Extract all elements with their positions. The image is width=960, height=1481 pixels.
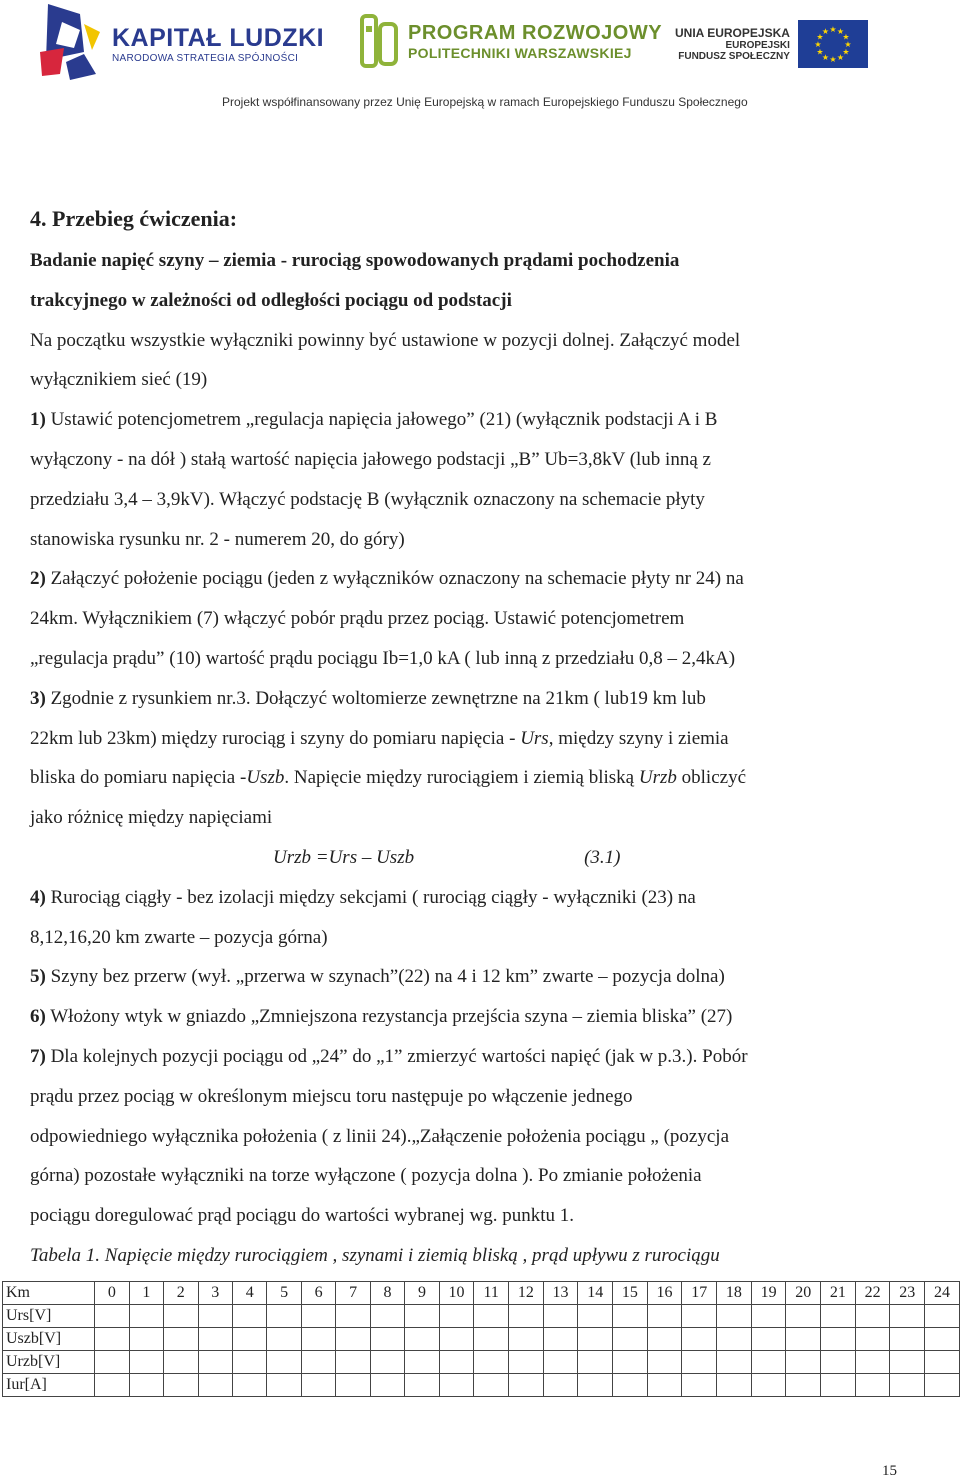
text-line: pociągu doregulować prąd pociągu do wartości wybranej wg. punktu 1.	[30, 1205, 574, 1227]
kapital-subtitle: NARODOWA STRATEGIA SPÓJNOŚCI	[112, 53, 299, 64]
table-cell	[164, 1351, 198, 1374]
table-cell	[925, 1374, 960, 1397]
table-cell	[613, 1305, 648, 1328]
table-cell	[267, 1374, 301, 1397]
subtitle-line-1: Badanie napięć szyny – ziemia - rurociąg spowodowanych prądami pochodzenia	[30, 250, 680, 271]
table-cell	[301, 1305, 335, 1328]
page-number: 15	[882, 1463, 897, 1479]
table-cell	[821, 1374, 856, 1397]
table-header-cell: 15	[613, 1282, 648, 1305]
subtitle-line-2: trakcyjnego w zależności od odległości pociągu od podstacji	[30, 289, 512, 311]
table-cell	[164, 1305, 198, 1328]
table-cell	[717, 1328, 752, 1351]
table-header-cell: 13	[543, 1282, 578, 1305]
table-cell	[336, 1328, 370, 1351]
table-header-cell: 24	[925, 1282, 960, 1305]
table-header-cell: 9	[405, 1282, 439, 1305]
table-header-cell: 3	[198, 1282, 232, 1305]
table-cell	[267, 1328, 301, 1351]
table-cell	[129, 1374, 163, 1397]
table-cell	[232, 1305, 266, 1328]
eu-title: UNIA EUROPEJSKA	[675, 26, 790, 40]
eu-star-icon: ★	[829, 25, 837, 34]
table-cell	[370, 1328, 404, 1351]
table-cell	[543, 1305, 578, 1328]
table-header-cell: 17	[682, 1282, 717, 1305]
text-line: 22km lub 23km) między rurociąg i szyny do pomiaru napięcia - Urs, między szyny i ziemia	[30, 727, 729, 749]
table-cell	[578, 1351, 613, 1374]
table-cell	[613, 1328, 648, 1351]
eu-sub2: FUNDUSZ SPOŁECZNY	[678, 51, 790, 62]
table-row-label: Urzb[V]	[3, 1351, 95, 1374]
table-header-cell: 11	[474, 1282, 509, 1305]
table-row-label: Urs[V]	[3, 1305, 95, 1328]
main-content	[30, 197, 930, 1276]
eu-star-icon: ★	[844, 40, 852, 49]
text-line: wyłączony - na dół ) stałą wartość napięcia jałowego podstacji „B” Ub=3,8kV (lub inną z	[30, 448, 711, 470]
table-cell	[129, 1328, 163, 1351]
eu-star-icon: ★	[842, 32, 850, 42]
table-cell	[336, 1351, 370, 1374]
eu-logo	[675, 20, 868, 68]
text-line: Na początku wszystkie wyłączniki powinny być ustawione w pozycji dolnej. Załączyć model	[30, 329, 741, 351]
table-cell	[890, 1328, 925, 1351]
table-cell	[855, 1374, 890, 1397]
table-cell	[439, 1305, 474, 1328]
text-line: bliska do pomiaru napięcia -Uszb. Napięcie między rurociągiem i ziemią bliską Urzb obliczyć	[30, 767, 746, 789]
formula	[30, 838, 930, 878]
table-cell	[855, 1305, 890, 1328]
table-header-cell: 1	[129, 1282, 163, 1305]
table-cell	[198, 1305, 232, 1328]
program-title: PROGRAM ROZWOJOWY	[408, 21, 663, 44]
step-4: 4) Rurociąg ciągły - bez izolacji między sekcjami ( rurociąg ciągły - wyłączniki (23) na	[30, 886, 696, 908]
table-cell	[405, 1305, 439, 1328]
text-line: prądu przez pociąg w określonym miejscu toru następuje po włączenie jednego	[30, 1085, 633, 1107]
kapital-ludzki-mark	[40, 4, 102, 84]
table-cell	[821, 1328, 856, 1351]
eu-star-icon: ★	[816, 47, 824, 57]
table-cell	[509, 1305, 544, 1328]
table-cell	[509, 1374, 544, 1397]
table-cell	[751, 1305, 786, 1328]
program-subtitle: POLITECHNIKI WARSZAWSKIEJ	[408, 44, 632, 61]
table-cell	[301, 1351, 335, 1374]
table-cell	[925, 1305, 960, 1328]
table-cell	[474, 1328, 509, 1351]
table-cell	[129, 1305, 163, 1328]
table-cell	[682, 1374, 717, 1397]
table-cell	[95, 1328, 129, 1351]
table-caption: Tabela 1. Napięcie między rurociągiem , szynami i ziemią bliską , prąd upływu z rurociągu	[30, 1244, 720, 1266]
program-mark	[360, 14, 400, 68]
text-line: stanowiska rysunku nr. 2 - numerem 20, do góry)	[30, 528, 405, 550]
table-cell	[95, 1374, 129, 1397]
eu-star-icon: ★	[821, 52, 830, 62]
table-row	[3, 1328, 960, 1351]
table-cell	[855, 1328, 890, 1351]
table-cell	[95, 1305, 129, 1328]
table-cell	[786, 1374, 821, 1397]
text-line: 24km. Wyłącznikiem (7) włączyć pobór prądu przez pociąg. Ustawić potencjometrem	[30, 608, 685, 630]
table-cell	[301, 1374, 335, 1397]
table-cell	[717, 1351, 752, 1374]
table-cell	[336, 1374, 370, 1397]
table-cell	[682, 1328, 717, 1351]
table-row	[3, 1374, 960, 1397]
eu-star-icon: ★	[816, 32, 824, 42]
formula-number: (3.1)	[584, 846, 621, 868]
step-2: 2) Załączyć położenie pociągu (jeden z wyłączników oznaczony na schemacie płyty nr 24) na	[30, 568, 744, 590]
text-line: „regulacja prądu” (10) wartość prądu pociągu Ib=1,0 kA ( lub inną z przedziału 0,8 – 2,4kA)	[30, 647, 736, 669]
table-cell	[647, 1305, 682, 1328]
table-cell	[890, 1351, 925, 1374]
table-cell	[232, 1351, 266, 1374]
table-cell	[578, 1305, 613, 1328]
table-cell	[751, 1328, 786, 1351]
program-rozwojowy-logo	[360, 14, 662, 68]
table-header-cell: 19	[751, 1282, 786, 1305]
table-cell	[267, 1351, 301, 1374]
table-cell	[578, 1328, 613, 1351]
table-cell	[821, 1305, 856, 1328]
table-header-cell: 4	[232, 1282, 266, 1305]
measurement-table	[2, 1281, 960, 1397]
table-cell	[198, 1374, 232, 1397]
table-cell	[786, 1328, 821, 1351]
eu-star-icon: ★	[836, 52, 845, 62]
table-header-cell: 0	[95, 1282, 129, 1305]
table-cell	[164, 1328, 198, 1351]
table-cell	[613, 1374, 648, 1397]
table-cell	[786, 1351, 821, 1374]
table-cell	[405, 1328, 439, 1351]
table-header-cell: 21	[821, 1282, 856, 1305]
table-cell	[129, 1351, 163, 1374]
formula-expression: Urzb =Urs – Uszb	[273, 846, 415, 868]
table-cell	[509, 1351, 544, 1374]
eu-star-icon: ★	[829, 55, 837, 64]
table-cell	[232, 1328, 266, 1351]
eu-star-icon: ★	[842, 47, 850, 57]
eu-flag-icon	[798, 20, 868, 68]
table-header-cell: 23	[890, 1282, 925, 1305]
table-cell	[578, 1374, 613, 1397]
table-cell	[925, 1351, 960, 1374]
table-header-cell: 7	[336, 1282, 370, 1305]
table-header-cell: 14	[578, 1282, 613, 1305]
table-header-cell: 2	[164, 1282, 198, 1305]
text-line: górna) pozostałe wyłączniki na torze wyłączone ( pozycja dolna ). Po zmianie położenia	[30, 1165, 702, 1187]
table-cell	[543, 1351, 578, 1374]
table-cell	[474, 1305, 509, 1328]
table-cell	[786, 1305, 821, 1328]
table-cell	[405, 1374, 439, 1397]
table-cell	[821, 1351, 856, 1374]
table-cell	[613, 1351, 648, 1374]
table-cell	[509, 1328, 544, 1351]
cofinancing-note: Projekt współfinansowany przez Unię Europejską w ramach Europejskiego Funduszu Społecznego	[222, 95, 748, 109]
table-header-cell: 18	[717, 1282, 752, 1305]
table-cell	[751, 1351, 786, 1374]
table-cell	[855, 1351, 890, 1374]
table-cell	[198, 1328, 232, 1351]
step-3: 3) Zgodnie z rysunkiem nr.3. Dołączyć woltomierze zewnętrzne na 21km ( lub19 km lub	[30, 687, 706, 709]
text-line: odpowiedniego wyłącznika położenia ( z linii 24).„Załączenie położenia pociągu „ (pozycja	[30, 1125, 730, 1147]
table-row-label: Uszb[V]	[3, 1328, 95, 1351]
table-cell	[647, 1351, 682, 1374]
table-cell	[717, 1305, 752, 1328]
table-cell	[543, 1328, 578, 1351]
table-cell	[301, 1328, 335, 1351]
table-cell	[164, 1374, 198, 1397]
table-row-label: Iur[A]	[3, 1374, 95, 1397]
text-line: jako różnicę między napięciami	[30, 807, 273, 829]
kapital-title: KAPITAŁ LUDZKI	[112, 24, 325, 52]
table-header-cell: 12	[509, 1282, 544, 1305]
table-header-cell: 20	[786, 1282, 821, 1305]
table-header-cell: 5	[267, 1282, 301, 1305]
table-cell	[925, 1328, 960, 1351]
table-row	[3, 1351, 960, 1374]
step-5: 5) Szyny bez przerw (wył. „przerwa w szynach”(22) na 4 i 12 km” zwarte – pozycja dolna)	[30, 966, 725, 988]
table-cell	[751, 1374, 786, 1397]
table-cell	[890, 1374, 925, 1397]
table-header-cell: 22	[855, 1282, 890, 1305]
table-header-cell: 8	[370, 1282, 404, 1305]
table-cell	[647, 1374, 682, 1397]
kapital-ludzki-logo	[40, 4, 324, 84]
table-cell	[474, 1374, 509, 1397]
table-header-cell: 10	[439, 1282, 474, 1305]
table-cell	[405, 1351, 439, 1374]
table-cell	[336, 1305, 370, 1328]
page-header	[0, 0, 960, 120]
step-7: 7) Dla kolejnych pozycji pociągu od „24” do „1” zmierzyć wartości napięć (jak w p.3.). Pobór	[30, 1045, 748, 1067]
table-cell	[439, 1328, 474, 1351]
text-line: wyłącznikiem sieć (19)	[30, 369, 208, 391]
table-row	[3, 1305, 960, 1328]
table-cell	[370, 1374, 404, 1397]
table-cell	[474, 1351, 509, 1374]
eu-sub1: EUROPEJSKI	[725, 40, 790, 51]
text-line: 8,12,16,20 km zwarte – pozycja górna)	[30, 926, 328, 948]
table-header-cell: 6	[301, 1282, 335, 1305]
table-cell	[370, 1305, 404, 1328]
table-cell	[232, 1374, 266, 1397]
table-cell	[682, 1305, 717, 1328]
step-1: 1) Ustawić potencjometrem „regulacja napięcia jałowego” (21) (wyłącznik podstacji A i B	[30, 409, 718, 431]
table-cell	[95, 1351, 129, 1374]
step-6: 6) Włożony wtyk w gniazdo „Zmniejszona rezystancja przejścia szyna – ziemia bliska” (27)	[30, 1006, 733, 1028]
table-cell	[543, 1374, 578, 1397]
table-cell	[890, 1305, 925, 1328]
table-cell	[267, 1305, 301, 1328]
table-cell	[717, 1374, 752, 1397]
table-cell	[198, 1351, 232, 1374]
table-row-label: Km	[3, 1282, 95, 1305]
table-cell	[439, 1374, 474, 1397]
eu-star-icon: ★	[836, 27, 845, 37]
eu-star-icon: ★	[814, 40, 822, 49]
text-line: przedziału 3,4 – 3,9kV). Włączyć podstację B (wyłącznik oznaczony na schemacie płyty	[30, 488, 705, 510]
table-cell	[647, 1328, 682, 1351]
table-cell	[439, 1351, 474, 1374]
section-title: 4. Przebieg ćwiczenia:	[30, 206, 238, 231]
table-header-cell: 16	[647, 1282, 682, 1305]
eu-star-icon: ★	[821, 27, 830, 37]
table-cell	[682, 1351, 717, 1374]
table-cell	[370, 1351, 404, 1374]
table-header-row	[3, 1282, 960, 1305]
